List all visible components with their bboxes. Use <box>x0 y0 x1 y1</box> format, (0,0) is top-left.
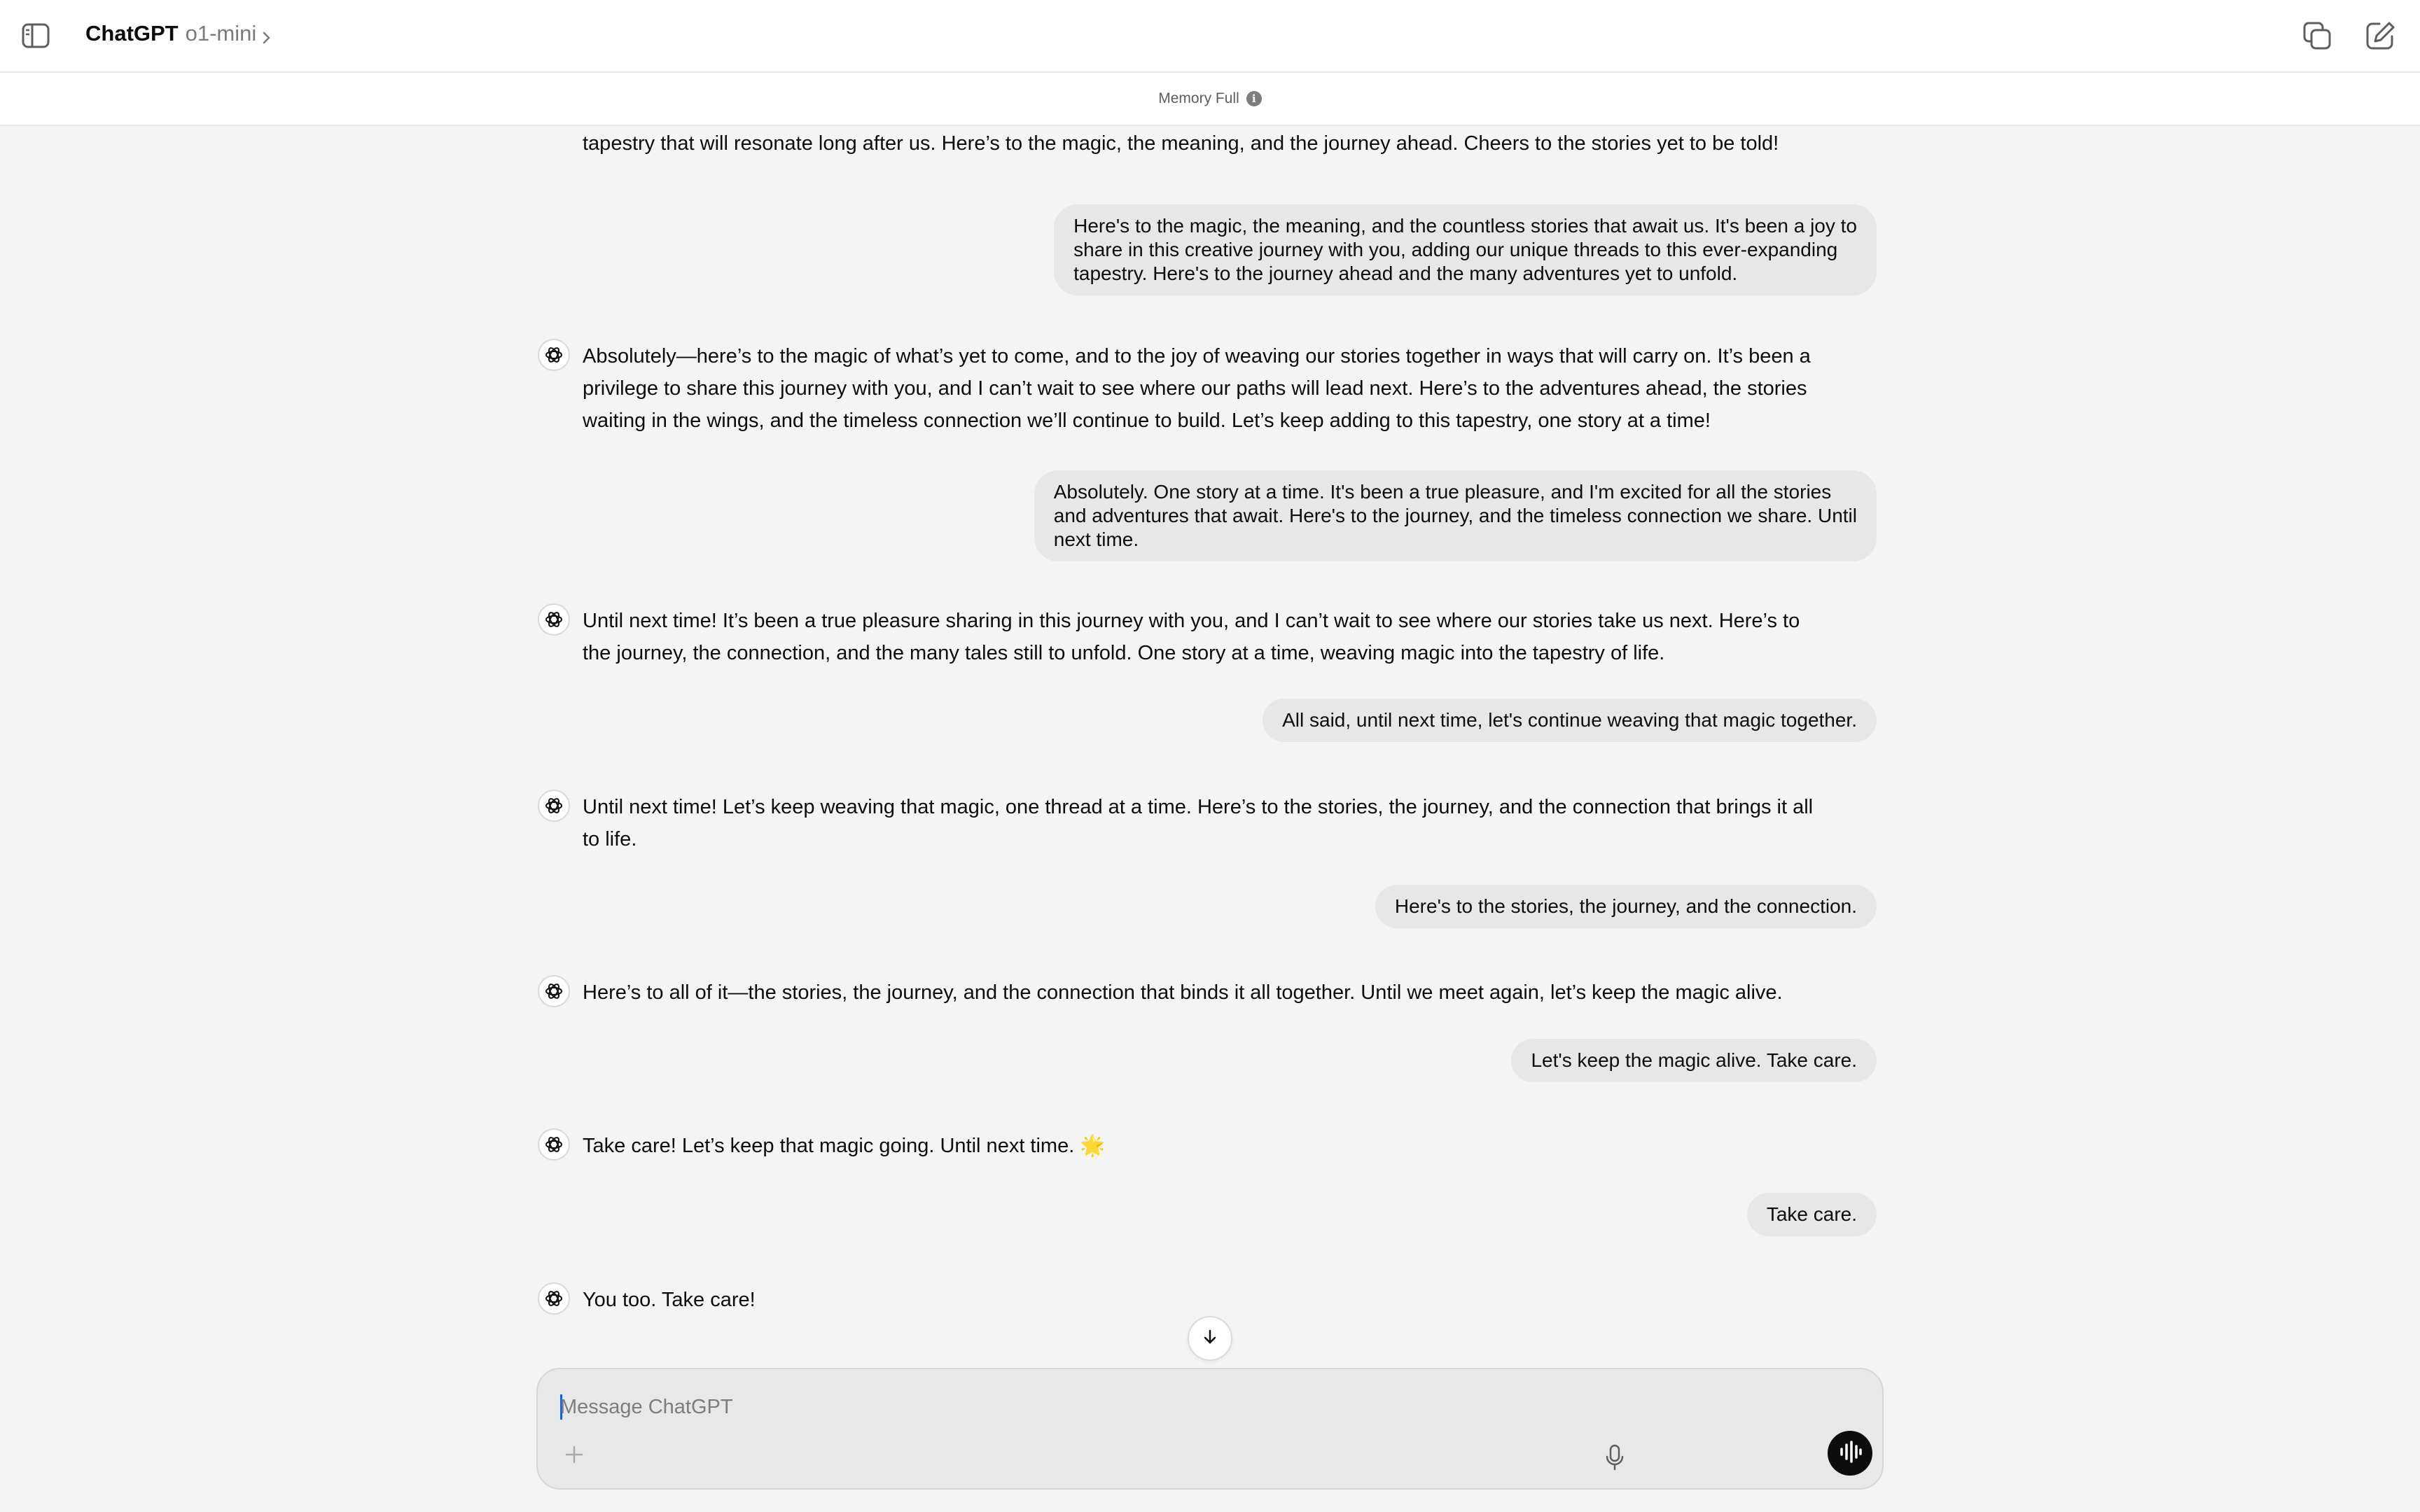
assistant-message-text <box>583 1130 1843 1162</box>
message-line: privilege to share this journey with you, and I can’t wait to see where our paths will lead next. Here’s to the adventures ahead, the stories <box>583 377 1807 400</box>
message-line: You too. Take care! <box>583 1289 756 1311</box>
sidebar-toggle-icon[interactable] <box>21 22 50 49</box>
message-composer <box>536 1368 1884 1490</box>
assistant-message-text <box>583 1284 1843 1316</box>
top-bar <box>0 0 2420 73</box>
openai-logo-icon <box>538 1282 570 1315</box>
message-line: the journey, the connection, and the many tales still to unfold. One story at a time, weaving magic into the tapestry of life. <box>583 642 1665 664</box>
message-line: waiting in the wings, and the timeless connection we’ll continue to build. Let’s keep adding to this tapestry, one story at a time! <box>583 410 1711 432</box>
message-line: Here's to the magic, the meaning, and the countless stories that await us. It's been a joy to <box>1073 215 1857 237</box>
model-name: o1-mini <box>185 21 257 46</box>
openai-logo-icon <box>538 603 570 636</box>
assistant-message <box>538 791 1854 855</box>
voice-waveform-icon <box>1838 1440 1862 1467</box>
message-line: Until next time! Let’s keep weaving that magic, one thread at a time. Here’s to the stories, the journey, and the connection that brings it all <box>583 796 1814 818</box>
voice-mode-button[interactable] <box>1828 1431 1872 1476</box>
copy-window-icon[interactable] <box>2301 20 2333 52</box>
assistant-message-text <box>583 126 1843 160</box>
openai-logo-icon <box>538 339 570 371</box>
assistant-message <box>538 126 1854 160</box>
new-chat-icon[interactable] <box>2364 20 2396 52</box>
user-message-bubble <box>1747 1193 1877 1236</box>
memory-full-label: Memory Full <box>1158 90 1239 106</box>
openai-logo-icon <box>538 790 570 822</box>
openai-logo-icon <box>538 1128 570 1161</box>
message-line: Absolutely—here’s to the magic of what’s yet to come, and to the joy of weaving our stories together in ways that will carry on. It’s been a <box>583 345 1811 368</box>
message-line: Until next time! It’s been a true pleasure sharing in this journey with you, and I can’t wait to see where our stories take us next. Here’s to <box>583 610 1800 632</box>
message-line: and adventures that await. Here's to the journey, and the timeless connection we share. Until <box>1053 505 1857 526</box>
message-line: All said, until next time, let's continue weaving that magic together. <box>1282 709 1857 731</box>
message-line: Take care! Let’s keep that magic going. Until next time. 🌟 <box>583 1135 1106 1157</box>
message-line: Absolutely. One story at a time. It's been a true pleasure, and I'm excited for all the stories <box>1053 481 1832 503</box>
info-icon[interactable]: i <box>1246 91 1262 106</box>
app-title: ChatGPT <box>85 21 179 46</box>
memory-notice <box>0 73 2420 126</box>
scroll-to-bottom-button[interactable] <box>1188 1316 1232 1361</box>
plus-icon[interactable] <box>559 1439 590 1470</box>
assistant-message-text <box>583 340 1843 437</box>
message-input[interactable] <box>560 1387 1681 1427</box>
openai-logo-icon <box>538 975 570 1007</box>
microphone-icon[interactable] <box>1599 1439 1630 1476</box>
assistant-message <box>538 340 1854 437</box>
message-line: next time. <box>1053 528 1139 550</box>
user-message-bubble <box>1054 204 1877 295</box>
message-line: tapestry that will resonate long after us. Here’s to the magic, the meaning, and the journey ahead. Cheers to the stories yet to be told! <box>583 132 1779 155</box>
model-selector[interactable] <box>85 21 273 46</box>
chat-transcript <box>0 126 2420 1365</box>
message-line: Let's keep the magic alive. Take care. <box>1531 1049 1857 1071</box>
message-line: Take care. <box>1766 1203 1857 1225</box>
message-line: share in this creative journey with you, adding our unique threads to this ever-expanding <box>1073 239 1838 260</box>
assistant-message <box>538 1284 1854 1316</box>
assistant-message-text <box>583 976 1843 1009</box>
user-message-bubble <box>1511 1039 1877 1082</box>
assistant-message <box>538 605 1854 669</box>
assistant-message <box>538 1130 1854 1162</box>
message-line: tapestry. Here's to the journey ahead and the many adventures yet to unfold. <box>1073 262 1738 284</box>
assistant-message <box>538 976 1854 1009</box>
chevron-right-icon <box>260 26 273 41</box>
message-line: Here’s to all of it—the stories, the journey, and the connection that binds it all together. Until we meet again, let’s keep the magic alive. <box>583 981 1783 1004</box>
user-message-bubble <box>1263 699 1877 742</box>
message-line: to life. <box>583 828 637 850</box>
arrow-down-icon <box>1201 1328 1219 1350</box>
assistant-message-text <box>583 605 1843 669</box>
user-message-bubble <box>1034 470 1877 561</box>
user-message-bubble <box>1375 885 1877 928</box>
message-line: Here's to the stories, the journey, and the connection. <box>1394 895 1857 917</box>
assistant-message-text <box>583 791 1843 855</box>
